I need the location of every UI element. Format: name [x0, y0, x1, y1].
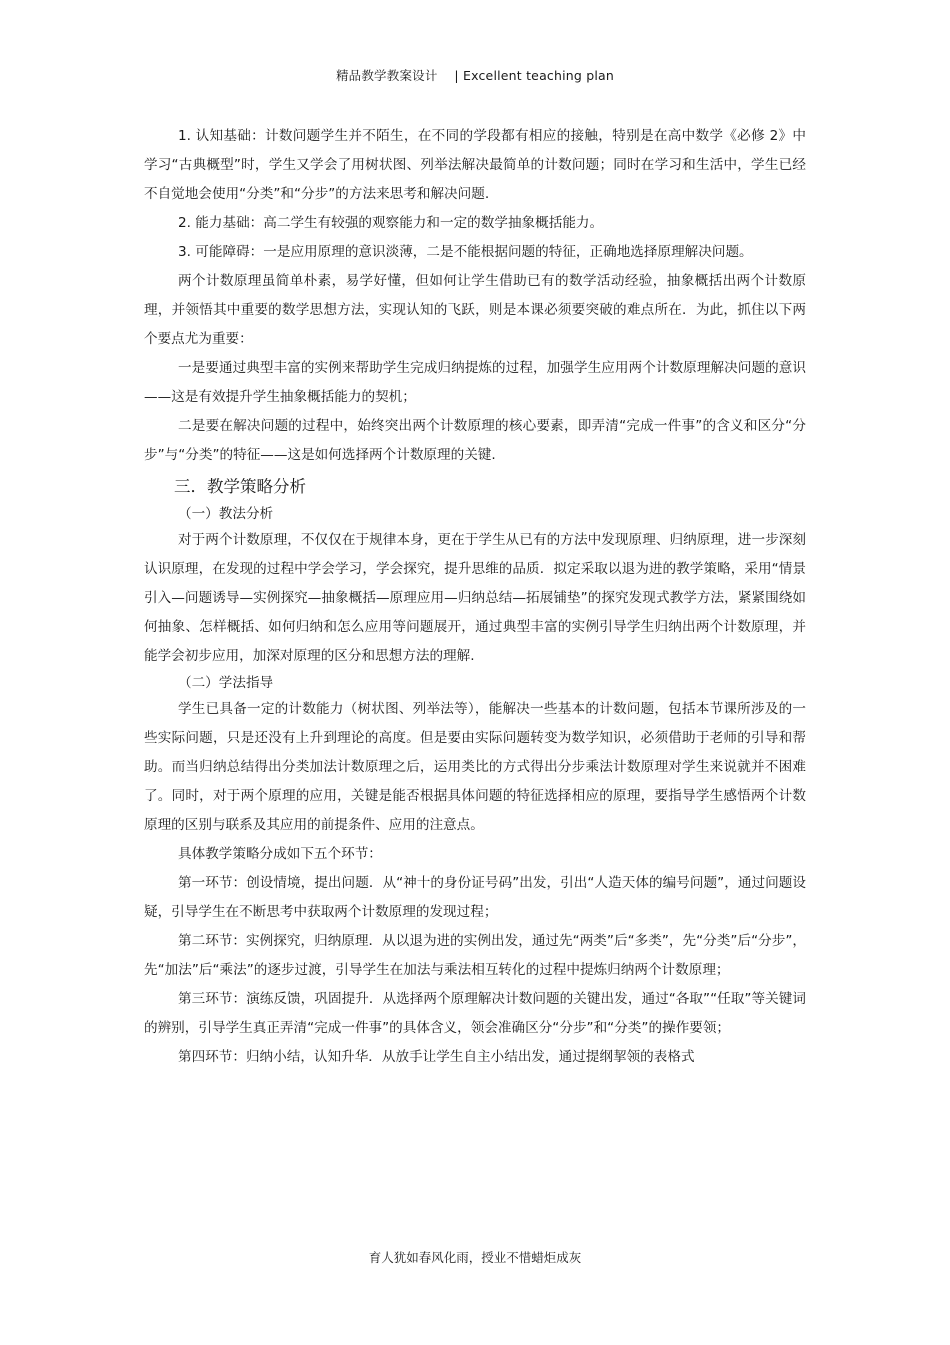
- paragraph-point-two: 二是要在解决问题的过程中，始终突出两个计数原理的核心要素，即弄清“完成一件事”的含义和区分“分步”与“分类”的特征——这是如何选择两个计数原理的关键.: [144, 418, 806, 463]
- paragraph-five-stages-intro: 具体教学策略分成如下五个环节：: [178, 846, 382, 862]
- document-body: [144, 122, 806, 1072]
- paragraph-possible-obstacles: 3. 可能障碍：一是应用原理的意识淡薄，二是不能根据问题的特征，正确地选择原理解决问题。: [178, 244, 753, 260]
- subheading-learning-guidance: （二）学法指导: [178, 675, 274, 691]
- page-header: 精品教学教案设计 | Excellent teaching plan: [335, 68, 615, 83]
- paragraph-stage-one: 第一环节：创设情境，提出问题．从“神十的身份证号码”出发，引出“人造天体的编号问题”，通过问题设疑，引导学生在不断思考中获取两个计数原理的发现过程；: [144, 875, 806, 920]
- section-heading-strategy: 三．教学策略分析: [174, 477, 306, 496]
- paragraph-point-one: 一是要通过典型丰富的实例来帮助学生完成归纳提炼的过程，加强学生应用两个计数原理解决问题的意识——这是有效提升学生抽象概括能力的契机；: [144, 360, 806, 405]
- paragraph-stage-four: 第四环节：归纳小结，认知升华．从放手让学生自主小结出发，通过提纲挈领的表格式: [178, 1049, 695, 1065]
- paragraph-difficulty: 两个计数原理虽简单朴素，易学好懂，但如何让学生借助已有的数学活动经验，抽象概括出两个计数原理，并领悟其中重要的数学思想方法，实现认知的飞跃，则是本课必须要突破的难点所在．为此，抓住以下两个要点尤为重要：: [144, 273, 806, 347]
- paragraph-ability-basis: 2. 能力基础：高二学生有较强的观察能力和一定的数学抽象概括能力。: [178, 215, 604, 231]
- paragraph-stage-three: 第三环节：演练反馈，巩固提升．从选择两个原理解决计数问题的关键出发，通过“各取”“任取”等关键词的辨别，引导学生真正弄清“完成一件事”的具体含义，领会准确区分“分步”和“分类”的操作要领；: [144, 991, 806, 1036]
- paragraph-stage-two: 第二环节：实例探究，归纳原理．从以退为进的实例出发，通过先“两类”后“多类”，先“分类”后“分步”，先“加法”后“乘法”的逐步过渡，引导学生在加法与乘法相互转化的过程中提炼归纳两个计数原理；: [144, 933, 806, 978]
- paragraph-cognitive-basis: 1. 认知基础：计数问题学生并不陌生，在不同的学段都有相应的接触，特别是在高中数学《必修 2》中学习“古典概型”时，学生又学会了用树状图、列举法解决最简单的计数问题；同时在学习和生活中，学生已经不自觉地会使用“分类”和“分步”的方法来思考和解决问题.: [144, 128, 806, 202]
- paragraph-learning-guidance: 学生已具备一定的计数能力（树状图、列举法等），能解决一些基本的计数问题，包括本节课所涉及的一些实际问题，只是还没有上升到理论的高度。但是要由实际问题转变为数学知识，必须借助于老师的引导和帮助。而当归纳总结得出分类加法计数原理之后，运用类比的方式得出分步乘法计数原理对学生来说就并不困难了。同时，对于两个原理的应用，关键是能否根据具体问题的特征选择相应的原理，要指导学生感悟两个计数原理的区别与联系及其应用的前提条件、应用的注意点。: [144, 701, 806, 833]
- page-footer: 育人犹如春风化雨，授业不惜蜡炬成灰: [368, 1250, 582, 1265]
- subheading-teaching-method: （一）教法分析: [178, 506, 274, 522]
- paragraph-teaching-method: 对于两个计数原理，不仅仅在于规律本身，更在于学生从已有的方法中发现原理、归纳原理，进一步深刻认识原理，在发现的过程中学会学习，学会探究，提升思维的品质．拟定采取以退为进的教学策略，采用“情景引入—问题诱导—实例探究—抽象概括—原理应用—归纳总结—拓展铺垫”的探究发现式教学方法，紧紧围绕如何抽象、怎样概括、如何归纳和怎么应用等问题展开，通过典型丰富的实例引导学生归纳出两个计数原理，并能学会初步应用，加深对原理的区分和思想方法的理解.: [144, 532, 806, 664]
